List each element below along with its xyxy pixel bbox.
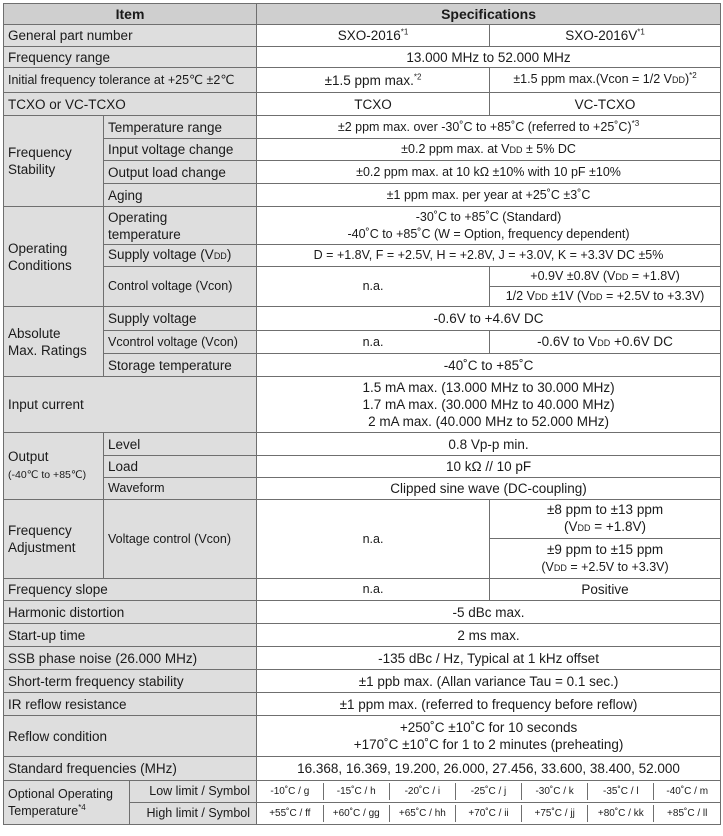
cell-part-b: SXO-$2016V^{*1}$ — [490, 25, 721, 47]
low-limit-k: -30˚C / k — [522, 783, 588, 800]
row-label: Input voltage change — [104, 139, 257, 161]
row-label-optional-temperature: Optional Operating Temperature$^{*4}$ — [4, 781, 130, 825]
row-label: Standard frequencies (MHz) — [4, 757, 257, 781]
cell-value: -5 dBc max. — [257, 601, 721, 624]
row-label: Supply voltage — [104, 307, 257, 331]
table-row — [4, 207, 721, 245]
high-limit-kk: +80˚C / kk — [588, 805, 654, 822]
high-limit-values — [257, 803, 721, 825]
row-label: Waveform — [104, 478, 257, 500]
row-label: Supply voltage (VDD) — [104, 245, 257, 267]
group-label-frequency-adjustment: Frequency Adjustment — [4, 500, 104, 579]
cell-value: 10 kΩ // 10 pF — [257, 456, 721, 478]
row-label: Level — [104, 433, 257, 456]
high-limit-hh: +65˚C / hh — [389, 805, 455, 822]
table-row — [4, 478, 721, 500]
table-row — [4, 670, 721, 693]
group-label-operating-conditions: Operating Conditions — [4, 207, 104, 307]
table-row — [4, 93, 721, 116]
cell-value: D = +1.8V, F = +2.5V, H = +2.8V, J = +3.0V, K = +3.3V DC ±5% — [257, 245, 721, 267]
cell-value: ±0.2 ppm max. at 10 kΩ ±10% with 10 pF ±10% — [257, 161, 721, 184]
high-limit-ff: +55˚C / ff — [269, 808, 311, 819]
group-label-absolute-max-ratings: Absolute Max. Ratings — [4, 307, 104, 377]
cell-value: ±1 ppm max. per year at +25˚C ±3˚C — [257, 184, 721, 207]
row-label: General part number — [4, 25, 257, 47]
row-label: Vcontrol voltage (Vcon) — [104, 331, 257, 354]
specification-table — [3, 3, 721, 825]
cell-value: -40˚C to +85˚C — [257, 354, 721, 377]
row-label: Control voltage (Vcon) — [104, 267, 257, 307]
cell-value: +250˚C ±10˚C for 10 seconds +170˚C ±10˚C for 1 to 2 minutes (preheating) — [257, 716, 721, 757]
table-row — [4, 354, 721, 377]
cell-value: 2 ms max. — [257, 624, 721, 647]
high-limit-table — [257, 805, 720, 822]
table-row — [4, 433, 721, 456]
cell-value: -30˚C to +85˚C (Standard) -40˚C to +85˚C (W = Option, frequency dependent) — [257, 207, 721, 245]
cell-na: n.a. — [257, 579, 490, 601]
cell-control-b2: 1/2 VDD ±1V (VDD = +2.5V to +3.3V) — [490, 287, 721, 307]
table-row — [4, 25, 721, 47]
cell-adjust-b2: ±9 ppm to ±15 ppm (VDD = +2.5V to +3.3V) — [490, 539, 721, 579]
high-limit-label: High limit / Symbol — [130, 803, 257, 825]
table-row — [4, 716, 721, 757]
cell-value: -135 dBc / Hz, Typical at 1 kHz offset — [257, 647, 721, 670]
row-label: Short-term frequency stability — [4, 670, 257, 693]
table-row — [4, 245, 721, 267]
row-label: Input current — [4, 377, 257, 433]
cell-value: ±0.2 ppm max. at VDD ± 5% DC — [257, 139, 721, 161]
table-row — [4, 500, 721, 539]
header-specifications: Specifications — [257, 4, 721, 25]
cell-vcontrol-b: -0.6V to VDD +0.6V DC — [490, 331, 721, 354]
table-row — [4, 307, 721, 331]
row-label: Operating temperature — [104, 207, 257, 245]
high-limit-gg: +60˚C / gg — [323, 805, 389, 822]
low-limit-j: -25˚C / j — [455, 783, 521, 800]
table-row — [4, 68, 721, 93]
row-label: Temperature range — [104, 116, 257, 139]
row-label: IR reflow resistance — [4, 693, 257, 716]
cell-na: n.a. — [257, 500, 490, 579]
row-label: Load — [104, 456, 257, 478]
cell-control-b1: +0.9V ±0.8V (VDD = +1.8V) — [490, 267, 721, 287]
cell-adjust-b1: ±8 ppm to ±13 ppm (VDD = +1.8V) — [490, 500, 721, 539]
row-label: Output load change — [104, 161, 257, 184]
row-label: SSB phase noise (26.000 MHz) — [4, 647, 257, 670]
table-row — [4, 377, 721, 433]
cell-na: n.a. — [257, 267, 490, 307]
table-row — [4, 601, 721, 624]
table-row — [4, 47, 721, 68]
table-row — [4, 184, 721, 207]
table-row — [4, 647, 721, 670]
table-row — [4, 624, 721, 647]
row-label: TCXO or VC-TCXO — [4, 93, 257, 116]
table-row — [4, 267, 721, 287]
cell-tolerance-b: ±1.5 ppm max.(Vcon = 1/2 VDD)$^{*2}$ — [490, 68, 721, 93]
cell-value: 16.368, 16.369, 19.200, 26.000, 27.456, 33.600, 38.400, 52.000 — [257, 757, 721, 781]
row-label: Harmonic distortion — [4, 601, 257, 624]
table-row — [4, 693, 721, 716]
cell-value: ±1 ppm max. (referred to frequency before reflow) — [257, 693, 721, 716]
row-label: Frequency range — [4, 47, 257, 68]
cell-value: 13.000 MHz to 52.000 MHz — [257, 47, 721, 68]
cell-slope-b: Positive — [490, 579, 721, 601]
row-label: Reflow condition — [4, 716, 257, 757]
cell-value: 1.5 mA max. (13.000 MHz to 30.000 MHz) 1.7 mA max. (30.000 MHz to 40.000 MHz) 2 mA max. (40.000 MHz to 52.000 MHz) — [257, 377, 721, 433]
cell-tcxo-b: VC-TCXO — [490, 93, 721, 116]
cell-value: ±1 ppb max. (Allan variance Tau = 0.1 sec.) — [257, 670, 721, 693]
table-row — [4, 161, 721, 184]
cell-na: n.a. — [257, 331, 490, 354]
low-limit-values — [257, 781, 721, 803]
table-header-row — [4, 4, 721, 25]
table-row — [4, 579, 721, 601]
table-row — [4, 757, 721, 781]
high-limit-jj: +75˚C / jj — [522, 805, 588, 822]
low-limit-g: -10˚C / g — [270, 786, 310, 797]
row-label: Initial frequency tolerance at +25℃ ±2℃ — [4, 68, 257, 93]
row-label: Aging — [104, 184, 257, 207]
cell-value: Clipped sine wave (DC-coupling) — [257, 478, 721, 500]
low-limit-label: Low limit / Symbol — [130, 781, 257, 803]
cell-value: 0.8 Vp-p min. — [257, 433, 721, 456]
cell-value: ±2 ppm max. over -30˚C to +85˚C (referred to +25˚C)$^{*3}$ — [257, 116, 721, 139]
low-limit-table — [257, 783, 720, 800]
low-limit-l: -35˚C / l — [588, 783, 654, 800]
group-label-frequency-stability: Frequency Stability — [4, 116, 104, 207]
low-limit-m: -40˚C / m — [654, 783, 720, 800]
cell-value: -0.6V to +4.6V DC — [257, 307, 721, 331]
low-limit-h: -15˚C / h — [323, 783, 389, 800]
table-row — [4, 456, 721, 478]
row-label: Voltage control (Vcon) — [104, 500, 257, 579]
table-row — [4, 781, 721, 803]
row-label: Storage temperature — [104, 354, 257, 377]
group-label-output: Output (-40℃ to +85℃) — [4, 433, 104, 500]
cell-tolerance-a: ±1.5 ppm max.$^{*2}$ — [257, 68, 490, 93]
high-limit-ii: +70˚C / ii — [455, 805, 521, 822]
high-limit-ll: +85˚C / ll — [654, 805, 720, 822]
table-row — [4, 331, 721, 354]
cell-part-a: SXO-2016$^{*1}$ — [257, 25, 490, 47]
header-item: Item — [4, 4, 257, 25]
table-row — [4, 116, 721, 139]
row-label: Start-up time — [4, 624, 257, 647]
cell-tcxo-a: TCXO — [257, 93, 490, 116]
low-limit-i: -20˚C / i — [389, 783, 455, 800]
table-row — [4, 139, 721, 161]
row-label: Frequency slope — [4, 579, 257, 601]
